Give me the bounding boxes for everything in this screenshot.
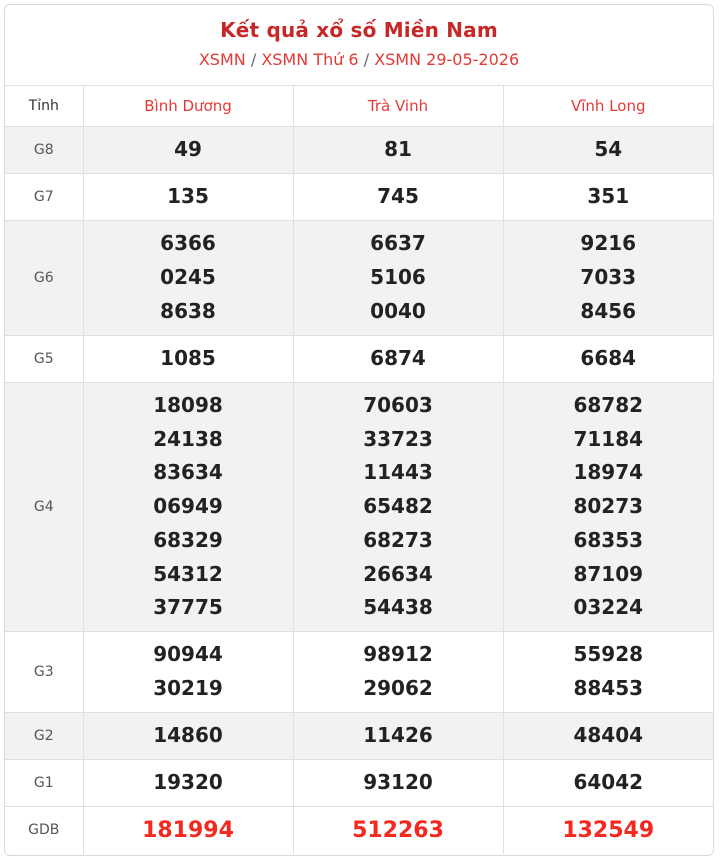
prize-number: 70603	[363, 393, 433, 418]
prize-number: 98912	[363, 642, 433, 667]
page-title: Kết quả xổ số Miền Nam	[220, 18, 498, 42]
column-header-vinh-long[interactable]: Vĩnh Long	[503, 86, 713, 127]
prize-number: 88453	[573, 676, 644, 700]
table-row	[5, 336, 713, 383]
prize-label: G4	[5, 383, 83, 632]
table-row	[5, 713, 713, 760]
prize-cell	[293, 760, 503, 807]
prize-number: 19320	[153, 770, 223, 795]
prize-cell	[83, 174, 293, 221]
prize-number: 71184	[573, 426, 644, 451]
prize-cell	[503, 713, 713, 760]
prize-number: 8456	[580, 298, 637, 323]
breadcrumb-link-xsmn-date[interactable]: XSMN 29-05-2026	[374, 50, 520, 69]
prize-number: 9216	[580, 231, 637, 256]
prize-number: 93120	[363, 770, 433, 795]
prize-number: 68329	[153, 527, 223, 552]
prize-cell	[83, 760, 293, 807]
prize-number: 0245	[160, 265, 216, 290]
prize-cell	[293, 127, 503, 174]
special-prize-number: 181994	[83, 807, 293, 854]
prize-number: 54	[594, 137, 623, 162]
prize-cell	[293, 713, 503, 760]
prize-number: 03224	[573, 595, 644, 620]
prize-number: 06949	[153, 494, 223, 519]
column-header-province: Tỉnh	[5, 86, 83, 127]
prize-number: 37775	[153, 595, 223, 620]
prize-number: 18974	[573, 460, 644, 485]
table-row	[5, 632, 713, 713]
prize-cell	[503, 632, 713, 713]
prize-label: GDB	[5, 807, 83, 854]
prize-cell	[83, 632, 293, 713]
prize-number: 26634	[363, 561, 433, 586]
prize-number: 30219	[153, 676, 223, 700]
results-card	[4, 4, 714, 856]
prize-cell	[293, 336, 503, 383]
prize-number: 7033	[580, 265, 637, 290]
prize-cell	[293, 632, 503, 713]
prize-cell	[503, 127, 713, 174]
prize-number: 49	[174, 137, 202, 162]
prize-cell	[293, 174, 503, 221]
prize-number: 65482	[363, 494, 433, 519]
prize-number: 5106	[370, 265, 426, 290]
prize-label: G8	[5, 127, 83, 174]
prize-cell	[503, 221, 713, 336]
prize-cell	[293, 383, 503, 632]
prize-number: 11426	[363, 723, 433, 748]
breadcrumb-separator: /	[250, 50, 257, 69]
table-header-row	[5, 86, 713, 127]
breadcrumb-link-xsmn-thu-6[interactable]: XSMN Thứ 6	[261, 50, 359, 69]
column-header-tra-vinh[interactable]: Trà Vinh	[293, 86, 503, 127]
special-prize-number: 512263	[293, 807, 503, 854]
prize-number: 80273	[573, 494, 644, 519]
prize-cell	[83, 336, 293, 383]
prize-label: G6	[5, 221, 83, 336]
prize-number: 6366	[160, 231, 216, 256]
prize-label: G2	[5, 713, 83, 760]
prize-label: G5	[5, 336, 83, 383]
prize-number: 29062	[363, 676, 433, 700]
prize-number: 6874	[370, 346, 426, 371]
prize-number: 54312	[153, 561, 223, 586]
prize-cell	[503, 174, 713, 221]
prize-number: 48404	[573, 723, 644, 748]
prize-number: 745	[377, 184, 419, 209]
prize-number: 24138	[153, 426, 223, 451]
prize-number: 8638	[160, 298, 216, 323]
prize-label: G7	[5, 174, 83, 221]
prize-number: 54438	[363, 595, 433, 620]
prize-number: 87109	[573, 561, 644, 586]
results-header	[5, 5, 713, 85]
column-header-binh-duong[interactable]: Bình Dương	[83, 86, 293, 127]
prize-number: 90944	[153, 642, 223, 667]
prize-cell	[503, 336, 713, 383]
table-row	[5, 760, 713, 807]
prize-number: 351	[587, 184, 630, 209]
prize-number: 33723	[363, 426, 433, 451]
prize-label: G3	[5, 632, 83, 713]
prize-cell	[83, 221, 293, 336]
prize-number: 55928	[573, 642, 644, 667]
table-row	[5, 127, 713, 174]
table-row	[5, 383, 713, 632]
prize-number: 11443	[363, 460, 433, 485]
breadcrumb	[5, 50, 713, 69]
prize-number: 68273	[363, 527, 433, 552]
table-row	[5, 221, 713, 336]
prize-cell	[293, 221, 503, 336]
prize-number: 18098	[153, 393, 223, 418]
prize-number: 14860	[153, 723, 223, 748]
breadcrumb-link-xsmn[interactable]: XSMN	[198, 50, 246, 69]
results-table	[5, 85, 713, 854]
prize-label: G1	[5, 760, 83, 807]
table-row-special-prize	[5, 807, 713, 854]
prize-number: 135	[167, 184, 209, 209]
prize-number: 83634	[153, 460, 223, 485]
prize-number: 81	[384, 137, 412, 162]
special-prize-number: 132549	[503, 807, 713, 854]
prize-number: 1085	[160, 346, 216, 371]
prize-number: 0040	[370, 298, 426, 323]
prize-number: 6684	[580, 346, 637, 371]
prize-cell	[83, 127, 293, 174]
prize-number: 64042	[573, 770, 644, 795]
prize-cell	[83, 713, 293, 760]
prize-cell	[83, 383, 293, 632]
prize-number: 68353	[573, 527, 644, 552]
prize-cell	[503, 383, 713, 632]
breadcrumb-separator: /	[363, 50, 370, 69]
prize-number: 6637	[370, 231, 426, 256]
table-row	[5, 174, 713, 221]
prize-number: 68782	[573, 393, 644, 418]
prize-cell	[503, 760, 713, 807]
